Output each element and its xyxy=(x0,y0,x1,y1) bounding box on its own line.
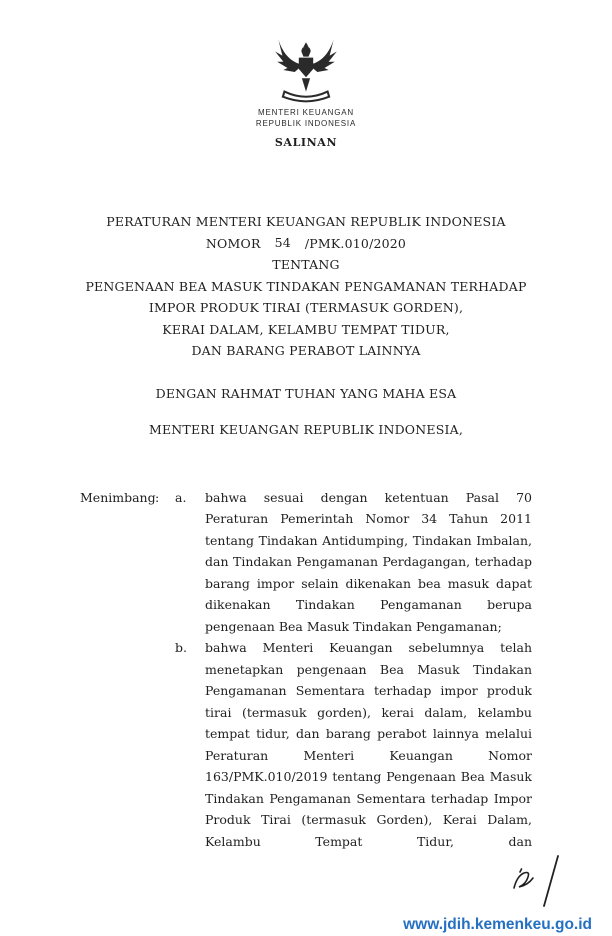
menimbang-separator: : xyxy=(155,489,160,505)
authority-line: MENTERI KEUANGAN REPUBLIK INDONESIA, xyxy=(148,422,464,437)
ministry-name-line2: REPUBLIK INDONESIA xyxy=(255,119,357,128)
ministry-name-line1: MENTERI KEUANGAN xyxy=(258,108,354,117)
title-block xyxy=(0,211,612,362)
paraf-signature-icon xyxy=(506,852,570,914)
item-text-a: bahwa sesuai dengan ketentuan Pasal 70 Peraturan Pemerintah Nomor 34 Tahun 2011 tentang Tindakan Antidumping, Tindakan Imbalan, dan Tindakan Pengamanan Perdagangan, terhadap barang impor selain dikenakan bea masuk dapat dikenakan Tindakan Pengamanan berupa pengenaan Bea Masuk Tindakan Pengamanan; xyxy=(205,489,532,634)
subject-line-2: IMPOR PRODUK TIRAI (TERMASUK GORDEN), xyxy=(148,300,464,315)
item-letter-b: b. xyxy=(175,640,187,655)
item-text-b: bahwa Menteri Keuangan sebelumnya telah menetapkan pengenaan Bea Masuk Tindakan Pengamanan Sementara terhadap impor produk tirai (termasuk gorden), kerai dalam, kelambu tempat tidur, dan barang perabot lainnya melalui Peraturan Menteri Keuangan Nomor 163/PMK.010/2019 tentang Pengenaan Bea Masuk Tindakan Pengamanan Sementara terhadap Impor Produk Tirai (termasuk Gorden), Kerai Dalam, Kelambu Tempat Tidur, dan xyxy=(205,640,532,849)
nomor-number: 54 xyxy=(274,234,291,250)
nomor-suffix: /PMK.010/2020 xyxy=(304,235,407,251)
tentang-label: TENTANG xyxy=(272,257,340,272)
consideration-item-a xyxy=(175,487,532,638)
copy-label: SALINAN xyxy=(274,136,338,149)
item-letter-a: a. xyxy=(175,489,187,505)
consideration-item-b xyxy=(175,637,532,852)
subject-line-1: PENGENAAN BEA MASUK TINDAKAN PENGAMANAN TERHADAP xyxy=(85,278,527,294)
subject-line-3: KERAI DALAM, KELAMBU TEMPAT TIDUR, xyxy=(162,321,450,337)
considerations-section xyxy=(80,487,532,853)
jdih-watermark-link[interactable]: www.jdih.kemenkeu.go.id xyxy=(403,916,592,933)
subject-line-4: DAN BARANG PERABOT LAINNYA xyxy=(191,343,421,358)
letterhead xyxy=(0,0,612,149)
regulation-number-line xyxy=(0,233,612,255)
regulation-title-line: PERATURAN MENTERI KEUANGAN REPUBLIK INDONESIA xyxy=(106,214,506,229)
garuda-pancasila-emblem-icon xyxy=(0,33,612,107)
menimbang-label: Menimbang xyxy=(80,489,156,505)
invocation-line: DENGAN RAHMAT TUHAN YANG MAHA ESA xyxy=(155,385,457,401)
nomor-label: NOMOR xyxy=(205,235,261,251)
